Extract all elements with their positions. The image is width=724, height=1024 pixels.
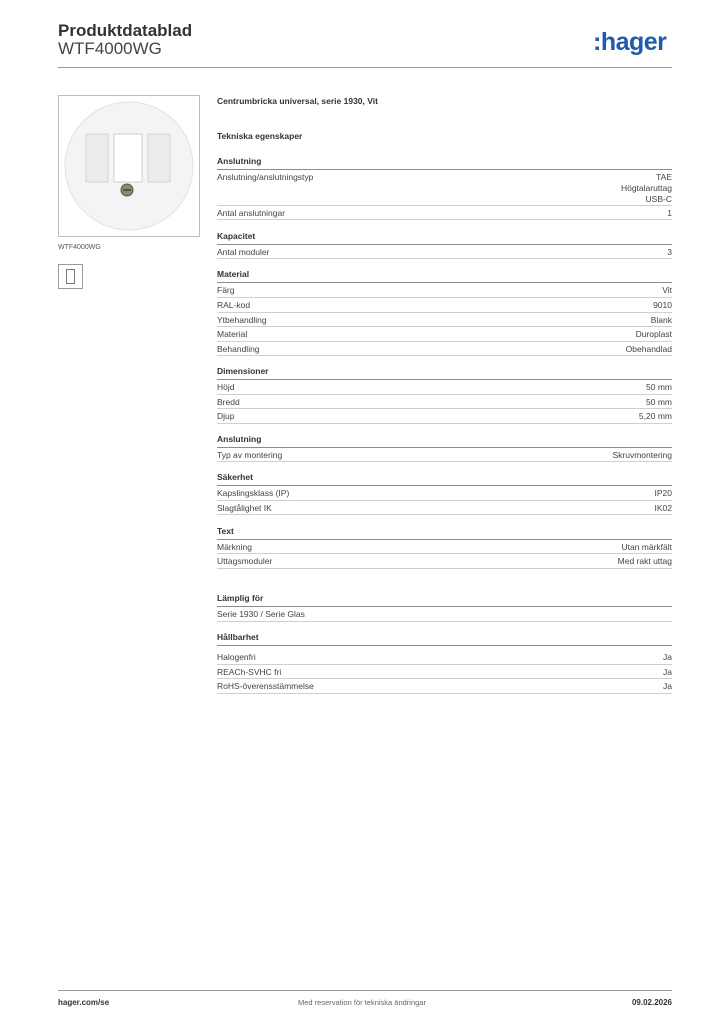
header-divider	[58, 67, 672, 68]
section-heading: Anslutning	[217, 156, 672, 170]
footer-divider	[58, 990, 672, 991]
spec-value: 9010	[653, 300, 672, 310]
spec-row	[217, 665, 672, 679]
spec-row	[217, 448, 672, 462]
spec-value: 50 mm	[646, 382, 672, 392]
spec-row	[217, 554, 672, 569]
product-description: Centrumbricka universal, serie 1930, Vit	[217, 96, 378, 106]
section-heading: Lämplig för	[217, 593, 672, 607]
footer-website-link[interactable]: hager.com/se	[58, 998, 110, 1007]
spec-label: Färg	[217, 285, 235, 295]
spec-label: Kapslingsklass (IP)	[217, 488, 290, 498]
spec-row	[217, 206, 672, 220]
spec-row	[217, 342, 672, 356]
spec-label: Märkning	[217, 542, 252, 552]
spec-row	[217, 170, 672, 206]
spec-row	[217, 540, 672, 554]
spec-label: Serie 1930 / Serie Glas	[217, 609, 305, 619]
spec-value: Duroplast	[635, 329, 672, 339]
spec-row	[217, 486, 672, 501]
spec-row	[217, 283, 672, 298]
section-heading: Material	[217, 269, 672, 283]
section-heading: Kapacitet	[217, 231, 672, 245]
spec-row	[217, 395, 672, 409]
spec-value: IP20	[654, 488, 672, 498]
spec-label: Slagtålighet IK	[217, 503, 272, 513]
section-heading: Säkerhet	[217, 472, 672, 486]
spec-row	[217, 679, 672, 694]
spec-label: Behandling	[217, 344, 260, 354]
spec-value: Skruvmontering	[612, 450, 672, 460]
spec-value: 1	[667, 208, 672, 218]
spec-label: Antal moduler	[217, 247, 270, 257]
spec-value: Utan märkfält	[621, 542, 672, 552]
hager-logo: :hager	[593, 28, 667, 56]
image-caption: WTF4000WG	[58, 244, 101, 251]
section-heading: Dimensioner	[217, 366, 672, 380]
page-title: Produktdatablad	[58, 21, 193, 40]
footer-disclaimer: Med reservation för tekniska ändringar	[298, 998, 426, 1007]
spec-label: Material	[217, 329, 248, 339]
section-heading: Text	[217, 526, 672, 540]
spec-row	[217, 245, 672, 259]
spec-label: RoHS-överensstämmelse	[217, 681, 314, 691]
spec-row	[217, 327, 672, 342]
spec-label: Anslutning/anslutningstyp	[217, 172, 314, 182]
spec-row	[217, 380, 672, 395]
section-heading: Anslutning	[217, 434, 672, 448]
tech-properties-title: Tekniska egenskaper	[217, 131, 303, 141]
spec-label: REACh-SVHC fri	[217, 667, 282, 677]
spec-value: Med rakt uttag	[617, 556, 672, 566]
spec-row	[217, 650, 672, 665]
spec-value: 5,20 mm	[638, 411, 672, 421]
spec-value: 3	[667, 247, 672, 257]
spec-value: Ja	[663, 652, 672, 662]
spec-value: TAE Högtalaruttag USB-C	[620, 172, 672, 204]
footer-date: 09.02.2026	[631, 998, 672, 1007]
spec-label: Antal anslutningar	[217, 208, 286, 218]
spec-value: Ja	[663, 667, 672, 677]
spec-label: Ytbehandling	[217, 315, 267, 325]
spec-label: Halogenfri	[217, 652, 256, 662]
spec-value: Ja	[663, 681, 672, 691]
spec-row	[217, 409, 672, 424]
section-heading: Hållbarhet	[217, 632, 672, 646]
spec-row	[217, 313, 672, 327]
product-code: WTF4000WG	[58, 39, 162, 58]
spec-row	[217, 298, 672, 313]
cover-plate-illustration	[59, 96, 199, 236]
thumbnail-icon[interactable]	[58, 264, 83, 289]
spec-value: Vit	[662, 285, 672, 295]
spec-value: 50 mm	[646, 397, 672, 407]
spec-label: Bredd	[217, 397, 240, 407]
spec-row	[217, 607, 672, 622]
spec-value: IK02	[654, 503, 672, 513]
spec-label: Uttagsmoduler	[217, 556, 273, 566]
spec-value: Obehandlad	[625, 344, 672, 354]
spec-label: RAL-kod	[217, 300, 251, 310]
spec-label: Höjd	[217, 382, 235, 392]
spec-label: Typ av montering	[217, 450, 283, 460]
spec-value: Blank	[650, 315, 672, 325]
spec-label: Djup	[217, 411, 235, 421]
product-image	[58, 95, 200, 237]
spec-row	[217, 501, 672, 515]
